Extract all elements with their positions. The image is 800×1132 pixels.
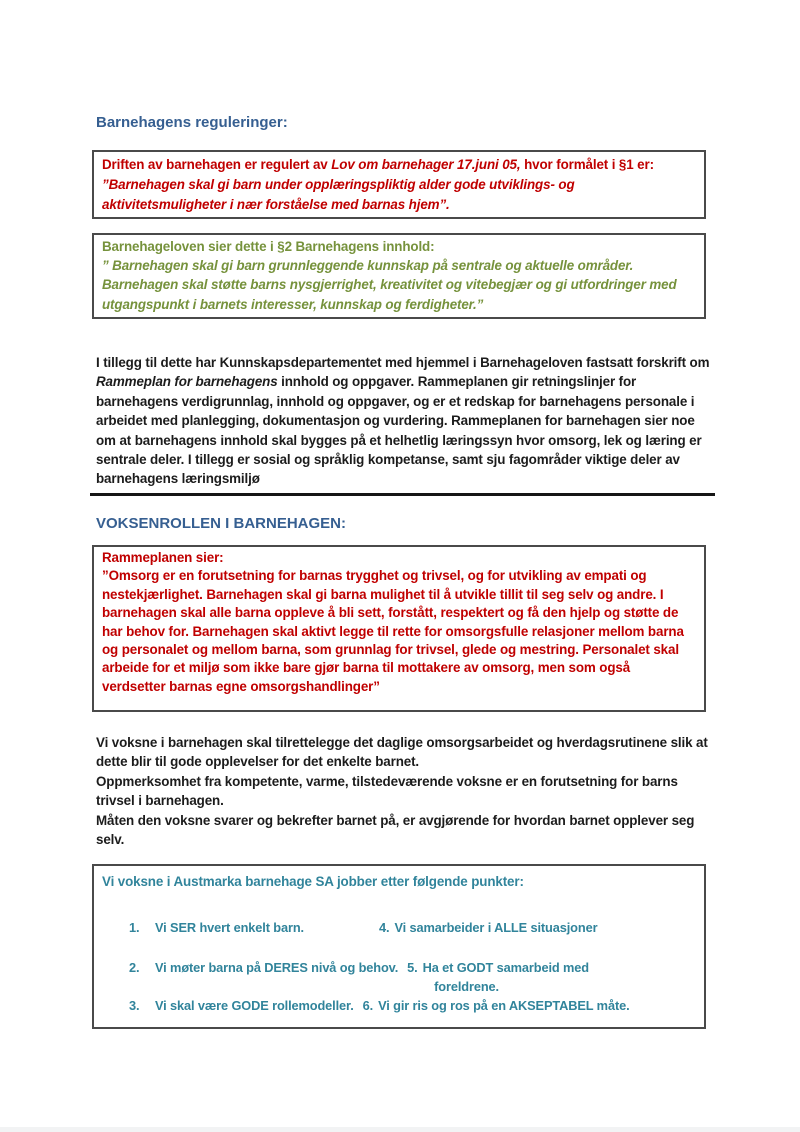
content-section-quote: ” Barnehagen skal gi barn grunnleggende kunnskap på sentrale og aktuelle områder. Barnehagen skal støtte barns nysgjerrighet, kreativitet og vitebegjær og gi utfordringer med utgangspunkt i barnets interesser, kunnskap og ferdigheter.”	[102, 258, 677, 312]
rammeplan-paragraph-text: I tillegg til dette har Kunnskapsdepartementet med hjemmel i Barnehageloven fastsatt forskrift om Rammeplan for barnehagens innhold og oppgaver. Rammeplanen gir retningslinjer for barnehagens verdigrunnlag, innhold og oppgaver, og er et redskap for barnehagens personale i arbeidet med planlegging, dokumentasjon og vurdering. Rammeplanen for barnehagen sier noe om at barnehagens innhold skal bygges på et helhetlig læringssyn hvor omsorg, lek og læring er sentrale deler. I tillegg er sosial og språklig kompetanse, samt sju fagområder viktige deler av barnehagens læringsmiljø	[96, 355, 710, 487]
point-item-2	[129, 958, 407, 996]
law-quote-box	[92, 150, 706, 219]
points-row	[129, 996, 696, 1015]
regulations-heading: Barnehagens reguleringer:	[96, 114, 288, 131]
point-text-wrap: foreldrene.	[434, 979, 499, 994]
point-item-1	[129, 918, 379, 937]
point-text: Vi skal være GODE rollemodeller.	[155, 998, 354, 1013]
adult-role-paragraph	[90, 733, 715, 849]
point-number: 4.	[379, 920, 390, 935]
rammeplan-quote-title: Rammeplanen sier:	[102, 550, 224, 565]
adult-role-heading: VOKSENROLLEN I BARNEHAGEN:	[96, 515, 347, 532]
point-text: Vi møter barna på DERES nivå og behov.	[155, 960, 399, 975]
rammeplan-quote-text: ”Omsorg er en forutsetning for barnas trygghet og trivsel, og for utvikling av empati og nestekjærlighet. Barnehagen skal gi barna mulighet til å utvikle tillit til seg selv og andre. I barnehagen skal alle barna oppleve å bli sett, forstått, respektert og få den hjelp og støtte de har behov for. Barnehagen skal aktivt legge til rette for omsorgsfulle relasjoner mellom barna og personalet og mellom barna, som grunnlag for trivsel, glede og mestring. Personalet skal arbeide for et miljø som ikke bare gjør barna til mottakere av omsorg, men som også verdsetter barnas egne omsorgshandlinger”	[102, 568, 684, 694]
point-item-6	[363, 996, 630, 1015]
points-row	[129, 958, 696, 996]
point-number: 1.	[129, 920, 140, 935]
points-box-title: Vi voksne i Austmarka barnehage SA jobber etter følgende punkter:	[102, 874, 524, 889]
point-text-line	[407, 958, 589, 977]
point-number: 6.	[362, 998, 374, 1013]
page-edge-shadow	[0, 1127, 800, 1132]
point-item-5	[407, 958, 589, 996]
content-section-title: Barnehageloven sier dette i §2 Barnehagens innhold:	[102, 239, 435, 254]
point-item-3	[129, 996, 363, 1015]
point-number: 5.	[407, 960, 418, 975]
point-number: 3.	[129, 998, 140, 1013]
point-number: 2.	[129, 960, 140, 975]
rammeplan-quote-box	[92, 545, 706, 712]
point-text: Vi samarbeider i ALLE situasjoner	[394, 920, 598, 935]
adult-role-line: Måten den voksne svarer og bekrefter barnet på, er avgjørende for hvordan barnet opplever seg selv.	[96, 812, 695, 848]
points-box	[92, 864, 706, 1029]
point-text: Vi SER hvert enkelt barn.	[155, 920, 304, 935]
point-text: Ha et GODT samarbeid med	[422, 960, 589, 975]
adult-role-line: Vi voksne i barnehagen skal tilrettelegge det daglige omsorgsarbeidet og hverdagsrutinene slik at dette blir til gode opplevelser for det enkelte barnet.	[96, 735, 708, 770]
law-quote-text: Driften av barnehagen er regulert av Lov om barnehager 17.juni 05, hvor formålet i §1 er: ”Barnehagen skal gi barn under opplæringspliktig alder gode utviklings- og aktivitetsmuligheter i nær forståelse med barnas hjem”.	[102, 157, 654, 212]
rammeplan-paragraph	[90, 353, 715, 496]
point-item-4	[379, 918, 597, 937]
points-row	[129, 918, 696, 937]
adult-role-line: Oppmerksomhet fra kompetente, varme, tilstedeværende voksne er en forutsetning for barns trivsel i barnehagen.	[96, 773, 678, 809]
content-section-box	[92, 233, 706, 319]
point-text: Vi gir ris og ros på en AKSEPTABEL måte.	[378, 998, 630, 1013]
